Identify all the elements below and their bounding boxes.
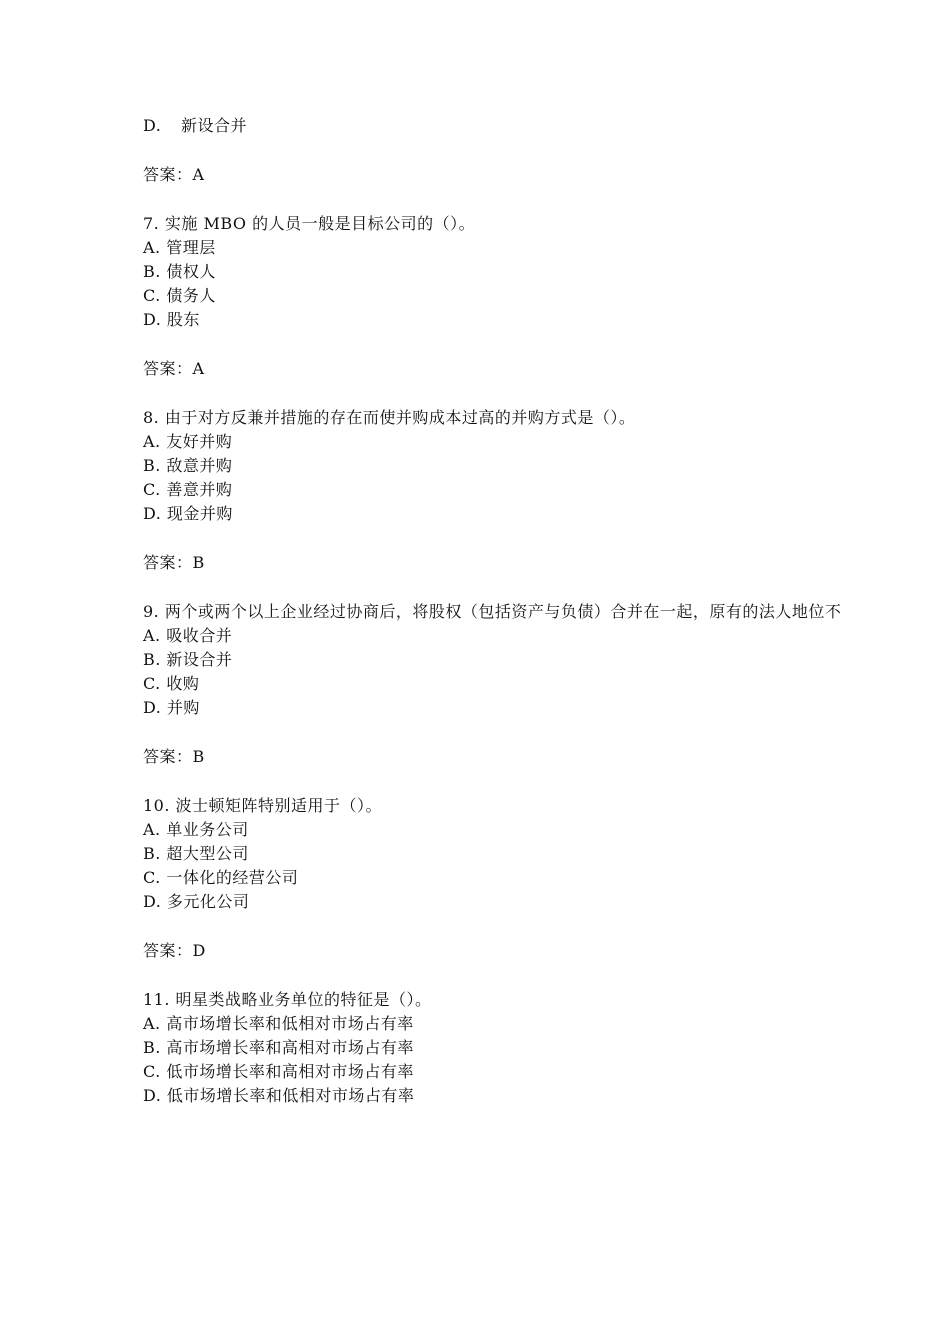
option-b: B. 新设合并 — [143, 650, 233, 669]
question-stem: 8. 由于对方反兼并措施的存在而使并购成本过高的并购方式是（）。 — [143, 408, 636, 427]
question-stem: 10. 波士顿矩阵特别适用于（）。 — [143, 796, 383, 815]
option-d: D. 股东 — [143, 310, 200, 329]
option-d: D. 多元化公司 — [143, 892, 250, 911]
option-c: C. 善意并购 — [143, 480, 233, 499]
option-d: D. 低市场增长率和低相对市场占有率 — [143, 1086, 415, 1105]
option-b: B. 敌意并购 — [143, 456, 233, 475]
option-c: C. 债务人 — [143, 286, 216, 305]
option-d — [143, 114, 247, 138]
answer-line: 答案：B — [143, 747, 205, 766]
option-a: A. 管理层 — [143, 238, 216, 257]
question-10 — [143, 794, 382, 914]
question-stem: 7. 实施 MBO 的人员一般是目标公司的（）。 — [143, 214, 476, 233]
answer-line: 答案：A — [143, 359, 205, 378]
question-8 — [143, 406, 635, 526]
option-b: B. 债权人 — [143, 262, 216, 281]
option-letter: D. — [143, 116, 162, 135]
option-c: C. 收购 — [143, 674, 200, 693]
answer-line: 答案：B — [143, 553, 205, 572]
option-c: C. 一体化的经营公司 — [143, 868, 299, 887]
question-9 — [143, 600, 841, 720]
option-a: A. 单业务公司 — [143, 820, 249, 839]
answer-line: 答案：A — [143, 165, 205, 184]
option-d: D. 并购 — [143, 698, 200, 717]
question-11 — [143, 988, 432, 1108]
option-a: A. 友好并购 — [143, 432, 233, 451]
option-a: A. 吸收合并 — [143, 626, 233, 645]
option-b: B. 高市场增长率和高相对市场占有率 — [143, 1038, 414, 1057]
question-stem: 9. 两个或两个以上企业经过协商后，将股权（包括资产与负债）合并在一起，原有的法人地位不 — [143, 602, 842, 621]
option-c: C. 低市场增长率和高相对市场占有率 — [143, 1062, 414, 1081]
answer-line: 答案：D — [143, 941, 206, 960]
question-stem: 11. 明星类战略业务单位的特征是（）。 — [143, 990, 432, 1009]
option-b: B. 超大型公司 — [143, 844, 249, 863]
option-text: 新设合并 — [181, 116, 248, 135]
question-7 — [143, 212, 475, 332]
option-a: A. 高市场增长率和低相对市场占有率 — [143, 1014, 414, 1033]
option-d: D. 现金并购 — [143, 504, 233, 523]
